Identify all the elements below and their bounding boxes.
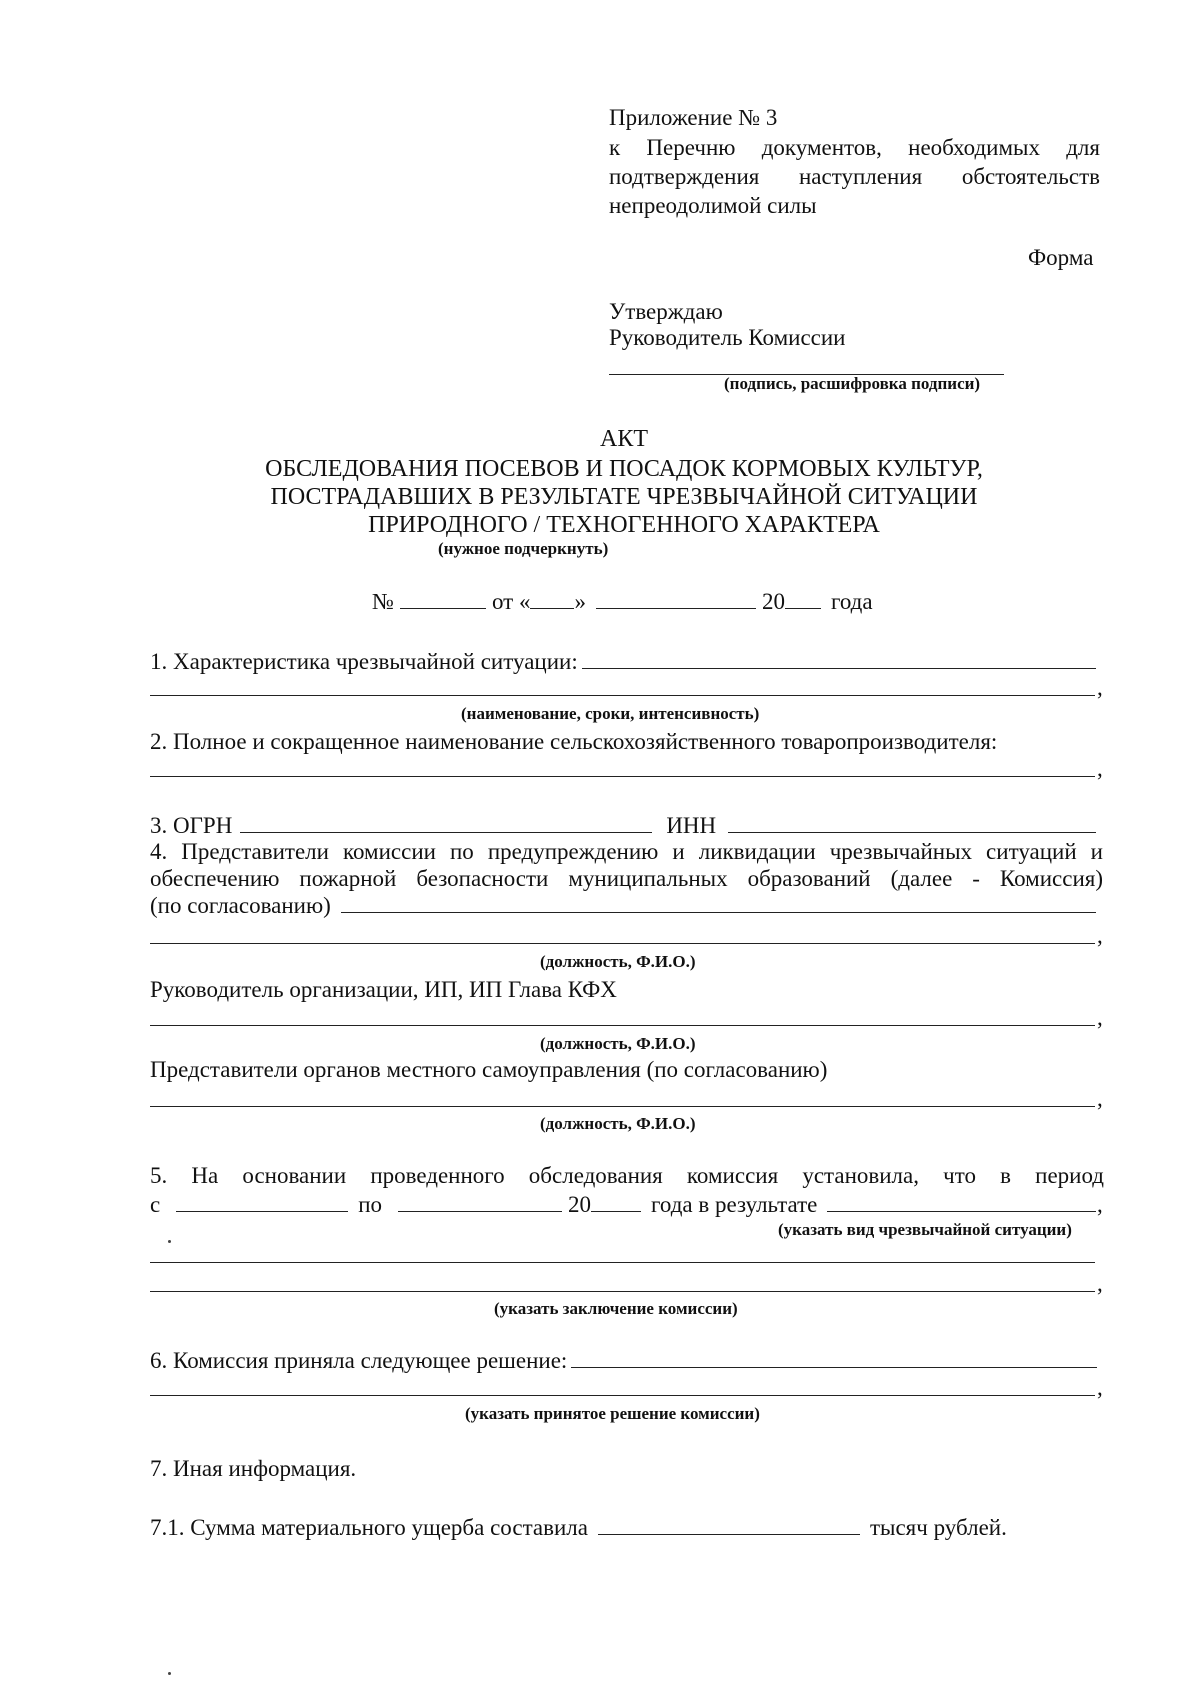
item1-label: 1. Характеристика чрезвычайной ситуации: [150,649,578,674]
item6-comma: , [1097,1375,1103,1400]
period-year-field[interactable] [591,1191,641,1212]
item5-caption1: (указать вид чрезвычайной ситуации) [778,1220,1072,1239]
act-number-field[interactable] [400,588,486,609]
conclusion-field-line2[interactable] [150,1291,1095,1292]
scan-speck-bottom [168,1672,171,1675]
year-field[interactable] [785,588,821,609]
head-org-label: Руководитель организации, ИП, ИП Глава КФХ [150,977,617,1002]
item4-comma2: , [1097,1005,1103,1030]
item7-label: 7. Иная информация. [150,1456,357,1481]
item2-field[interactable] [150,776,1095,777]
emergency-type-field[interactable] [827,1191,1096,1212]
item5-to-label: по [358,1192,383,1217]
scan-speck [168,1240,171,1243]
item71-row [150,1514,1007,1542]
ogrn-label: 3. ОГРН [150,813,233,838]
appendix-ref-line1: к Перечню документов, необходимых для [609,135,1100,160]
item5-caption2: (указать заключение комиссии) [494,1299,738,1318]
item71-unit: тысяч рублей. [869,1515,1007,1540]
item5-from-label: с [150,1192,161,1217]
from-label: от « [491,589,531,614]
item2-label: 2. Полное и сокращенное наименование сельскохозяйственного товаропроизводителя: [150,729,998,754]
year-prefix: 20 [761,589,785,614]
commission-head-label: Руководитель Комиссии [609,325,846,350]
appendix-ref-line3: непреодолимой силы [609,193,817,218]
local-gov-label: Представители органов местного самоуправления (по согласованию) [150,1057,828,1082]
month-field[interactable] [596,588,756,609]
item4-caption3: (должность, Ф.И.О.) [540,1114,696,1133]
item1-field[interactable] [582,648,1096,669]
decision-field[interactable] [571,1347,1097,1368]
conclusion-field-line1[interactable] [150,1262,1095,1263]
act-subtitle-line1: ОБСЛЕДОВАНИЯ ПОСЕВОВ И ПОСАДОК КОРМОВЫХ КУЛЬТУР, [265,456,983,482]
commission-reps-field[interactable] [341,892,1096,913]
item5-comma1: , [1097,1192,1103,1217]
number-sign: № [372,589,394,614]
item4-comma3: , [1097,1086,1103,1111]
item4-caption2: (должность, Ф.И.О.) [540,1034,696,1053]
item4-caption1: (должность, Ф.И.О.) [540,952,696,971]
local-gov-field[interactable] [150,1106,1095,1107]
item5-period-row [150,1191,1096,1219]
ogrn-field[interactable] [240,812,652,833]
quote-close: » [574,589,586,614]
form-label: Форма [1028,245,1094,270]
approve-label: Утверждаю [609,299,723,324]
act-title: АКТ [600,426,648,452]
underline-note: (нужное подчеркнуть) [438,539,609,558]
item1-comma: , [1097,675,1103,700]
item6-label: 6. Комиссия приняла следующее решение: [150,1348,568,1373]
item71-label: 7.1. Сумма материального ущерба составила [150,1515,588,1540]
appendix-number: Приложение № 3 [609,105,778,130]
item5-result-label: года в результате [651,1192,818,1217]
day-field[interactable] [530,588,574,609]
item2-comma: , [1097,756,1103,781]
inn-label: ИНН [666,813,717,838]
item4-line3-row [150,892,1096,920]
act-subtitle-line2: ПОСТРАДАВШИХ В РЕЗУЛЬТАТЕ ЧРЕЗВЫЧАЙНОЙ СИТУАЦИИ [270,484,978,510]
item5-line1: 5. На основании проведенного обследования комиссия установила, что в период [150,1163,1104,1188]
item6-row [150,1347,1097,1375]
item4-line2: обеспечению пожарной безопасности муниципальных образований (далее - Комиссия) [150,866,1103,891]
item4-comma1: , [1097,923,1103,948]
item5-comma2: , [1097,1271,1103,1296]
item4-line3: (по согласованию) [150,893,331,918]
item1-caption: (наименование, сроки, интенсивность) [461,704,760,723]
item1-row [150,648,1096,676]
act-number-date-line [372,588,873,616]
item1-field-line2[interactable] [150,695,1095,696]
period-start-field[interactable] [176,1191,348,1212]
damage-amount-field[interactable] [598,1514,860,1535]
item5-year-prefix: 20 [568,1192,592,1217]
item3-row [150,812,1096,840]
decision-field-line2[interactable] [150,1395,1095,1396]
period-end-field[interactable] [398,1191,562,1212]
item6-caption: (указать принятое решение комиссии) [465,1404,760,1423]
year-suffix: года [830,589,873,614]
inn-field[interactable] [728,812,1096,833]
item4-line1: 4. Представители комиссии по предупреждению и ликвидации чрезвычайных ситуаций и [150,839,1103,864]
appendix-ref-line2: подтверждения наступления обстоятельств [609,164,1100,189]
commission-reps-field-line2[interactable] [150,943,1095,944]
signature-caption: (подпись, расшифровка подписи) [724,374,981,393]
act-subtitle-line3: ПРИРОДНОГО / ТЕХНОГЕННОГО ХАРАКТЕРА [368,512,880,538]
head-org-field[interactable] [150,1025,1095,1026]
